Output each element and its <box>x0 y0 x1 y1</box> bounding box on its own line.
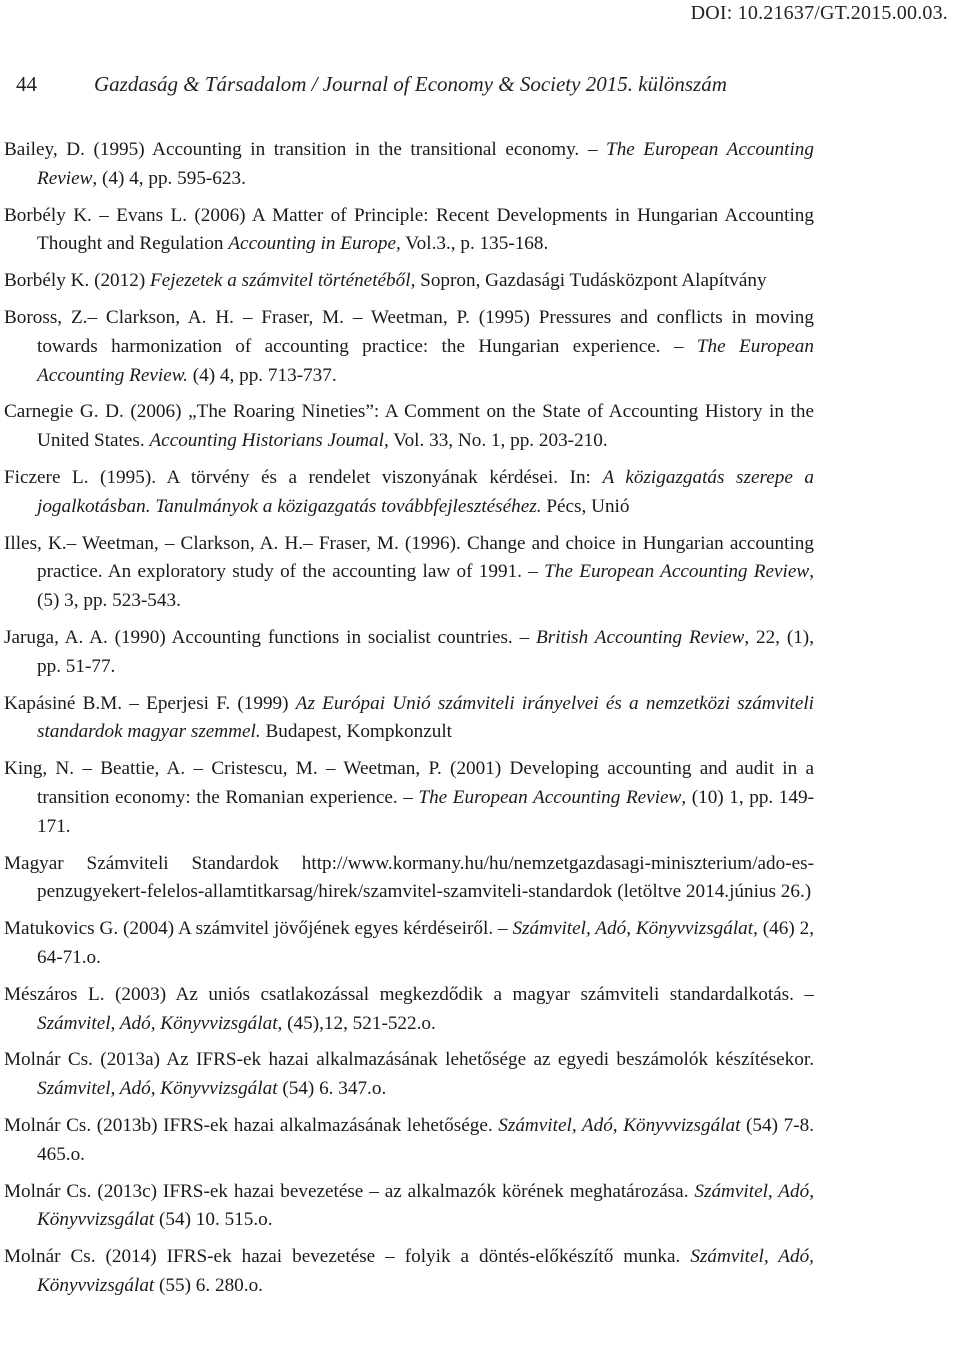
reference-item: Magyar Számviteli Standardok http://www.kormany.hu/hu/nemzetgazdasagi-miniszterium/ado-es-penzugyekert-felelos-allamtitkarsag/hirek/szamvitel-szamviteli-standardok (letöltve 2014.június 26.) <box>4 852 814 903</box>
reference-item: Molnár Cs. (2014) IFRS-ek hazai bevezetése – folyik a döntés-előkészítő munka. Számvitel, Adó, Könyvvizsgálat (55) 6. 280.o. <box>4 1246 814 1296</box>
reference-list <box>4 136 814 1309</box>
running-header <box>16 72 946 97</box>
reference-item: Molnár Cs. (2013a) Az IFRS-ek hazai alkalmazásának lehetősége az egyedi beszámolók készítésekor. Számvitel, Adó, Könyvvizsgálat (54) 6. 347.o. <box>4 1049 814 1100</box>
reference-item: Jaruga, A. A. (1990) Accounting functions in socialist countries. – British Accounting Review, 22, (1), pp. 51-77. <box>4 626 814 677</box>
reference-item: Boross, Z.– Clarkson, A. H. – Fraser, M. – Weetman, P. (1995) Pressures and conflicts in moving towards harmonization of accounting practice: the Hungarian experience. – The European Accounting Review. (4) 4, pp. 713-737. <box>4 306 814 386</box>
doi-label: DOI: 10.21637/GT.2015.00.03. <box>690 2 948 24</box>
reference-item: Matukovics G. (2004) A számvitel jövőjének egyes kérdéseiről. – Számvitel, Adó, Könyvvizsgálat, (46) 2, 64-71.o. <box>4 918 814 968</box>
page-number: 44 <box>16 72 37 96</box>
reference-item: Kapásiné B.M. – Eperjesi F. (1999) Az Európai Unió számviteli irányelvei és a nemzetközi számviteli standardok magyar szemmel. Budapest, Kompkonzult <box>4 692 815 743</box>
reference-item: Ficzere L. (1995). A törvény és a rendelet viszonyának kérdései. In: A közigazgatás szerepe a jogalkotásban. Tanulmányok a közigazgatás továbbfejlesztéséhez. Pécs, Unió <box>4 466 814 517</box>
reference-item: Borbély K. (2012) Fejezetek a számvitel történetéből, Sopron, Gazdasági Tudásközpont Alapítvány <box>4 270 767 292</box>
reference-item: Illes, K.– Weetman, – Clarkson, A. H.– Fraser, M. (1996). Change and choice in Hungarian accounting practice. An exploratory study of the accounting law of 1991. – The European Accounting Review, (5) 3, pp. 523-543. <box>4 532 814 612</box>
reference-item: Mészáros L. (2003) Az uniós csatlakozással megkezdődik a magyar számviteli standardalkotás. – Számvitel, Adó, Könyvvizsgálat, (45),12, 521-522.o. <box>4 983 814 1034</box>
reference-item: Molnár Cs. (2013b) IFRS-ek hazai alkalmazásának lehetősége. Számvitel, Adó, Könyvvizsgálat (54) 7-8. 465.o. <box>4 1114 814 1165</box>
reference-item: Borbély K. – Evans L. (2006) A Matter of Principle: Recent Developments in Hungarian Accounting Thought and Regulation Accounting in Europe, Vol.3., p. 135-168. <box>4 204 814 255</box>
reference-item: Carnegie G. D. (2006) „The Roaring Nineties”: A Comment on the State of Accounting History in the United States. Accounting Historians Joumal, Vol. 33, No. 1, pp. 203-210. <box>4 401 814 452</box>
reference-item: Molnár Cs. (2013c) IFRS-ek hazai bevezetése – az alkalmazók körének meghatározása. Számvitel, Adó, Könyvvizsgálat (54) 10. 515.o. <box>4 1180 814 1231</box>
reference-item: Bailey, D. (1995) Accounting in transition in the transitional economy. – The European Accounting Review, (4) 4, pp. 595-623. <box>4 139 814 189</box>
journal-title: Gazdaság & Társadalom / Journal of Economy & Society 2015. különszám <box>94 72 727 96</box>
reference-item: King, N. – Beattie, A. – Cristescu, M. – Weetman, P. (2001) Developing accounting and audit in a transition economy: the Romanian experience. – The European Accounting Review, (10) 1, pp. 149-171. <box>4 758 814 837</box>
